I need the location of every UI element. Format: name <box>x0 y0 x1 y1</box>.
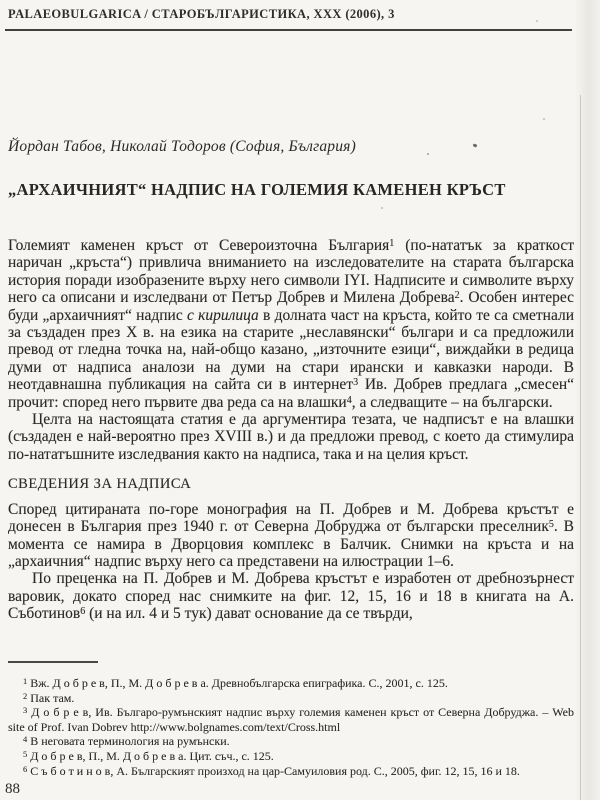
intro-paragraphs <box>8 237 574 463</box>
footnote-item: $^4$ В неговата терминология на румънски. <box>23 734 230 749</box>
scan-speckle <box>536 20 538 22</box>
footnote-item: $^2$ Пак там. <box>23 690 75 705</box>
section-heading: СВЕДЕНИЯ ЗА НАДПИСА <box>8 476 192 493</box>
scan-speckle <box>427 153 429 155</box>
footnote-item: $^5$ Д о б р е в, П., М. Д о б р е в а. Цит. съч., с. 125. <box>23 748 274 763</box>
scan-speckle <box>381 207 383 209</box>
scan-edge-shadow <box>574 0 600 800</box>
footnote-divider <box>8 661 98 663</box>
journal-header: PALAEOBULGARICA / СТАРОБЪЛГАРИСТИКА, XXX (2006), 3 <box>8 7 395 21</box>
scan-speckle <box>543 118 545 120</box>
body-paragraph: Големият каменен кръст от Североизточна България$^1$ (по-нататък за краткост наричан „кръста“) привлича вниманието на изследователите на старата българска история поради изобразените върху него символи IYI. Надписите и символите върху него са описани и изследвани от Петър Добрев и Милена Добрева$^2$. Особен интерес буди „архаичният“ надпис с кирилица в долната част на кръста, който те са сметнали за създаден през X в. на езика на старите „неславянски“ българи и са предложили превод от гледна точка на, най-общо казано, „източните езици“, виждайки в редица думи от надписа аналози на думи на стари ирански и кавказки народи. В неотдавнашна публикация на сайта си в интернет$^3$ Ив. Добрев предлага „смесен“ прочит: според него първите два реда са на влашки$^4$, а следващите – на български. <box>8 237 574 411</box>
body-paragraph: Според цитираната по-горе монография на П. Добрев и М. Добрева кръстът е донесен в България през 1940 г. от Северна Добруджа от български преселник$^5$. В момента се намира в Дворцовия комплекс в Балчик. Снимки на кръста и на „архаичния“ надпис върху него са представени на илюстрации 1–6. <box>8 500 574 570</box>
body-paragraph: По преценка на П. Добрев и М. Добрева кръстът е изработен от дребнозърнест варовик, докато според нас снимките на фиг. 12, 15, 16 и 18 в книгата на А. Съботинов$^6$ (и на ил. 4 и 5 тук) дават основание да се твърди, <box>8 570 574 623</box>
footnote-item: $^3$ Д о б р е в, Ив. Българо-румънският надпис върху големия каменен кръст от Северна Добруджа. – Web site of Prof. Ivan Dobrev http://www.bolgnames.com/text/Cross.html <box>8 705 574 734</box>
scan-speckle <box>473 143 478 147</box>
authors-line: Йордан Табов, Николай Тодоров (София, България) <box>8 138 356 155</box>
header-divider <box>5 29 572 31</box>
footnote-area <box>8 659 574 779</box>
page-number: 88 <box>5 781 20 797</box>
footnotes-list <box>8 676 574 778</box>
footnote-item: $^6$ С ъ б о т и н о в, А. Българският произход на цар-Самуиловия род. С., 2005, фиг. 12, 15, 16 и 18. <box>23 763 520 778</box>
scan-edge-line <box>580 95 581 800</box>
article-title: „АРХАИЧНИЯТ“ НАДПИС НА ГОЛЕМИЯ КАМЕНЕН КРЪСТ <box>8 180 506 199</box>
footnote-item: $^1$ Вж. Д о б р е в, П., М. Д о б р е в а. Древнобългарска епиграфика. С., 2001, с. 125. <box>23 676 448 690</box>
body-paragraph: Целта на настоящата статия е да аргументира тезата, че надписът е на влашки (създаден е най-вероятно през XVIII в.) и да предложи превод, с което да стимулира по-нататъшните изследвания както на надписа, така и на целия кръст. <box>8 411 574 463</box>
article-body <box>8 237 574 660</box>
section-paragraphs <box>8 501 574 623</box>
